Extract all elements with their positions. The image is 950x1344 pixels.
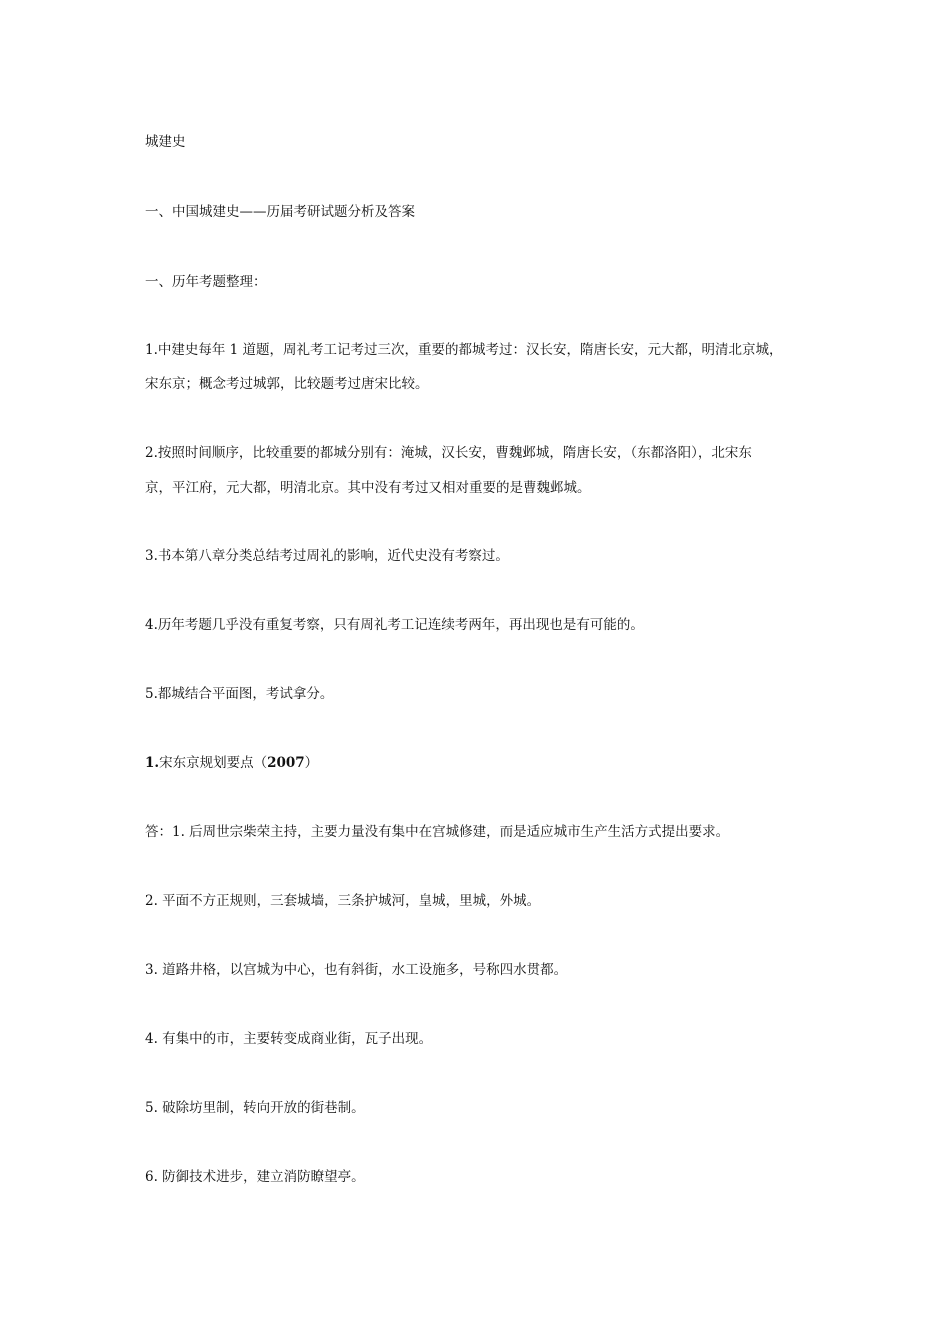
item-1-line-1: 1.中建史每年 1 道题，周礼考工记考过三次，重要的都城考过：汉长安，隋唐长安，元大都，明清北京城，: [145, 342, 783, 358]
item-3: 3.书本第八章分类总结考过周礼的影响，近代史没有考察过。: [145, 548, 509, 564]
question-text: 宋东京规划要点（: [159, 755, 268, 771]
answer-1: 答：1. 后周世宗柴荣主持，主要力量没有集中在宫城修建，而是适应城市生产生活方式提出要求。: [145, 824, 730, 840]
section-heading: 一、中国城建史——历届考研试题分析及答案: [145, 204, 415, 220]
document-title: 城建史: [145, 134, 186, 150]
question-close: ）: [304, 755, 319, 771]
item-5: 5.都城结合平面图，考试拿分。: [145, 686, 334, 702]
answer-3: 3. 道路井格，以宫城为中心，也有斜街，水工设施多，号称四水贯都。: [145, 962, 568, 978]
answer-4: 4. 有集中的市，主要转变成商业街，瓦子出现。: [145, 1031, 433, 1047]
subsection-heading: 一、历年考题整理：: [145, 274, 267, 290]
item-2-line-1: 2.按照时间顺序，比较重要的都城分别有：淹城，汉长安，曹魏邺城，隋唐长安，（东都洛阳），北宋东: [145, 445, 752, 461]
item-4: 4.历年考题几乎没有重复考察，只有周礼考工记连续考两年，再出现也是有可能的。: [145, 617, 644, 633]
answer-6: 6. 防御技术进步，建立消防瞭望亭。: [145, 1169, 365, 1185]
question-heading: [145, 753, 825, 773]
item-2-line-2: 京，平江府，元大都，明清北京。其中没有考过又相对重要的是曹魏邺城。: [145, 480, 591, 496]
question-year: 2007: [267, 755, 305, 771]
question-number: 1.: [145, 755, 160, 771]
item-1-line-2: 宋东京；概念考过城郭，比较题考过唐宋比较。: [145, 376, 429, 392]
answer-5: 5. 破除坊里制，转向开放的街巷制。: [145, 1100, 365, 1116]
answer-2: 2. 平面不方正规则，三套城墙，三条护城河，皇城，里城，外城。: [145, 893, 541, 909]
